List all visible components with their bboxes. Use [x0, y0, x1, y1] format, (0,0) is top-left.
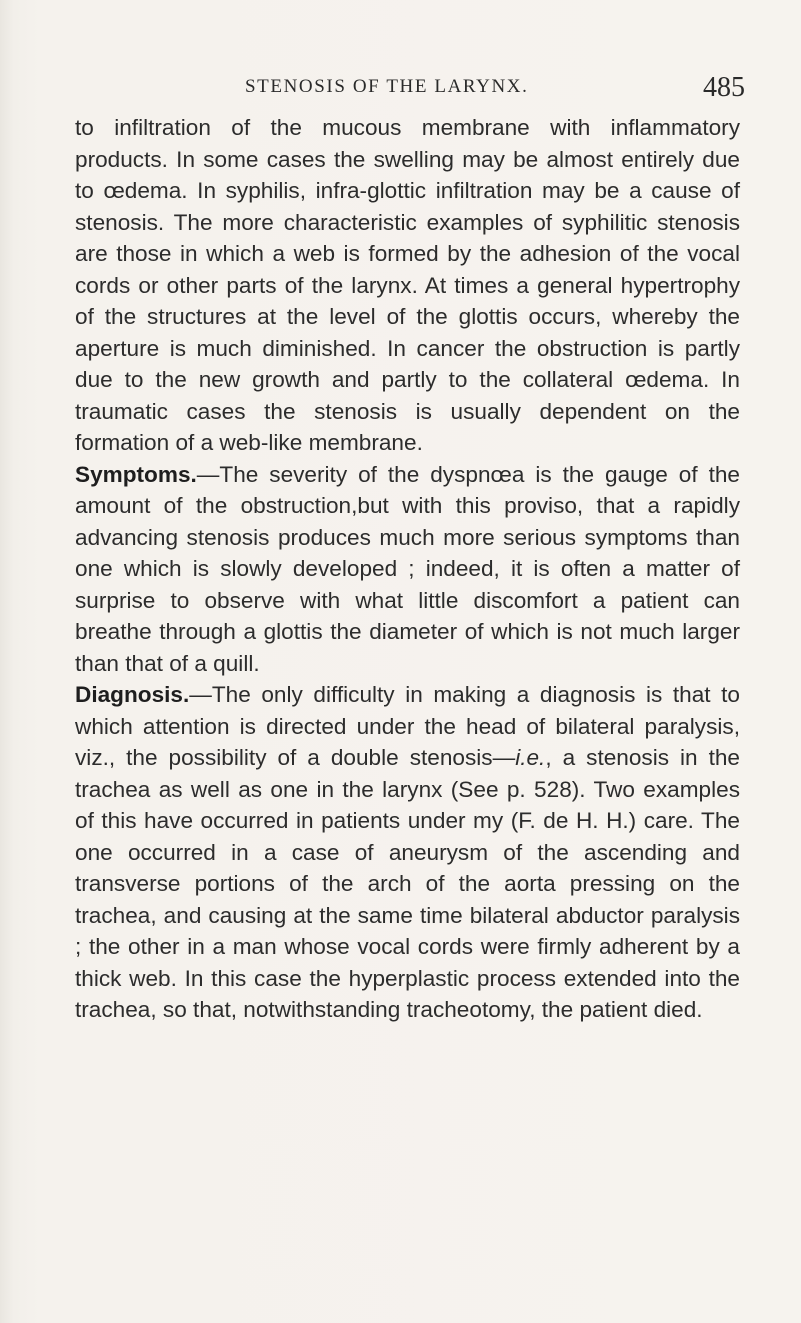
paragraph-text: to infiltration of the mucous membrane with inflammatory products. In some cases the swelling may be almost entirely due to œdema. In syphilis, infra-glottic infiltration may be a cause of stenosis. The more characteristic examples of syphilitic stenosis are those in which a web is formed by the adhesion of the vocal cords or other parts of the larynx. At times a general hypertrophy of the structures at the level of the glottis occurs, whereby the aperture is much diminished. In cancer the obstruction is partly due to the new growth and partly to the collateral œdema. In traumatic cases the stenosis is usually dependent on the formation of a web-like membrane. — [75, 115, 740, 455]
running-head: STENOSIS OF THE LARYNX. — [245, 76, 529, 97]
paragraph-symptoms — [75, 459, 740, 680]
section-heading-diagnosis: Diagnosis. — [75, 682, 190, 707]
page-header — [245, 72, 745, 112]
paragraph-diagnosis — [75, 679, 740, 1026]
paragraph-text: , a stenosis in the trachea as well as one in the larynx (See p. 528). Two examples of this have occurred in patients under my (F. de H. H.) care. The one occurred in a case of aneurysm of the ascending and transverse portions of the arch of the aorta pressing on the trachea, and causing at the same time bilateral abductor paralysis ; the other in a man whose vocal cords were firmly adherent by a thick web. In this case the hyperplastic process extended into the trachea, so that, notwithstanding tracheotomy, the patient died. — [75, 745, 740, 1022]
section-heading-symptoms: Symptoms. — [75, 461, 197, 487]
paragraph-stenosis-causes — [75, 112, 740, 459]
body-text — [75, 112, 740, 1026]
page-number: 485 — [703, 72, 745, 103]
paragraph-text: —The severity of the dyspnœa is the gauge of the amount of the obstruction,but with this proviso, that a rapidly advancing stenosis produces much more serious symptoms than one which is slowly developed ; indeed, it is often a matter of surprise to observe with what little discomfort a patient can breathe through a glottis the diameter of which is not much larger than that of a quill. — [75, 461, 740, 676]
paragraph-text: —The only difficulty in making a diagnosis is that to which attention is directed under the head of bilateral paralysis, viz., the possibility of a double stenosis— — [75, 682, 740, 770]
italic-abbreviation: i.e. — [515, 745, 546, 770]
